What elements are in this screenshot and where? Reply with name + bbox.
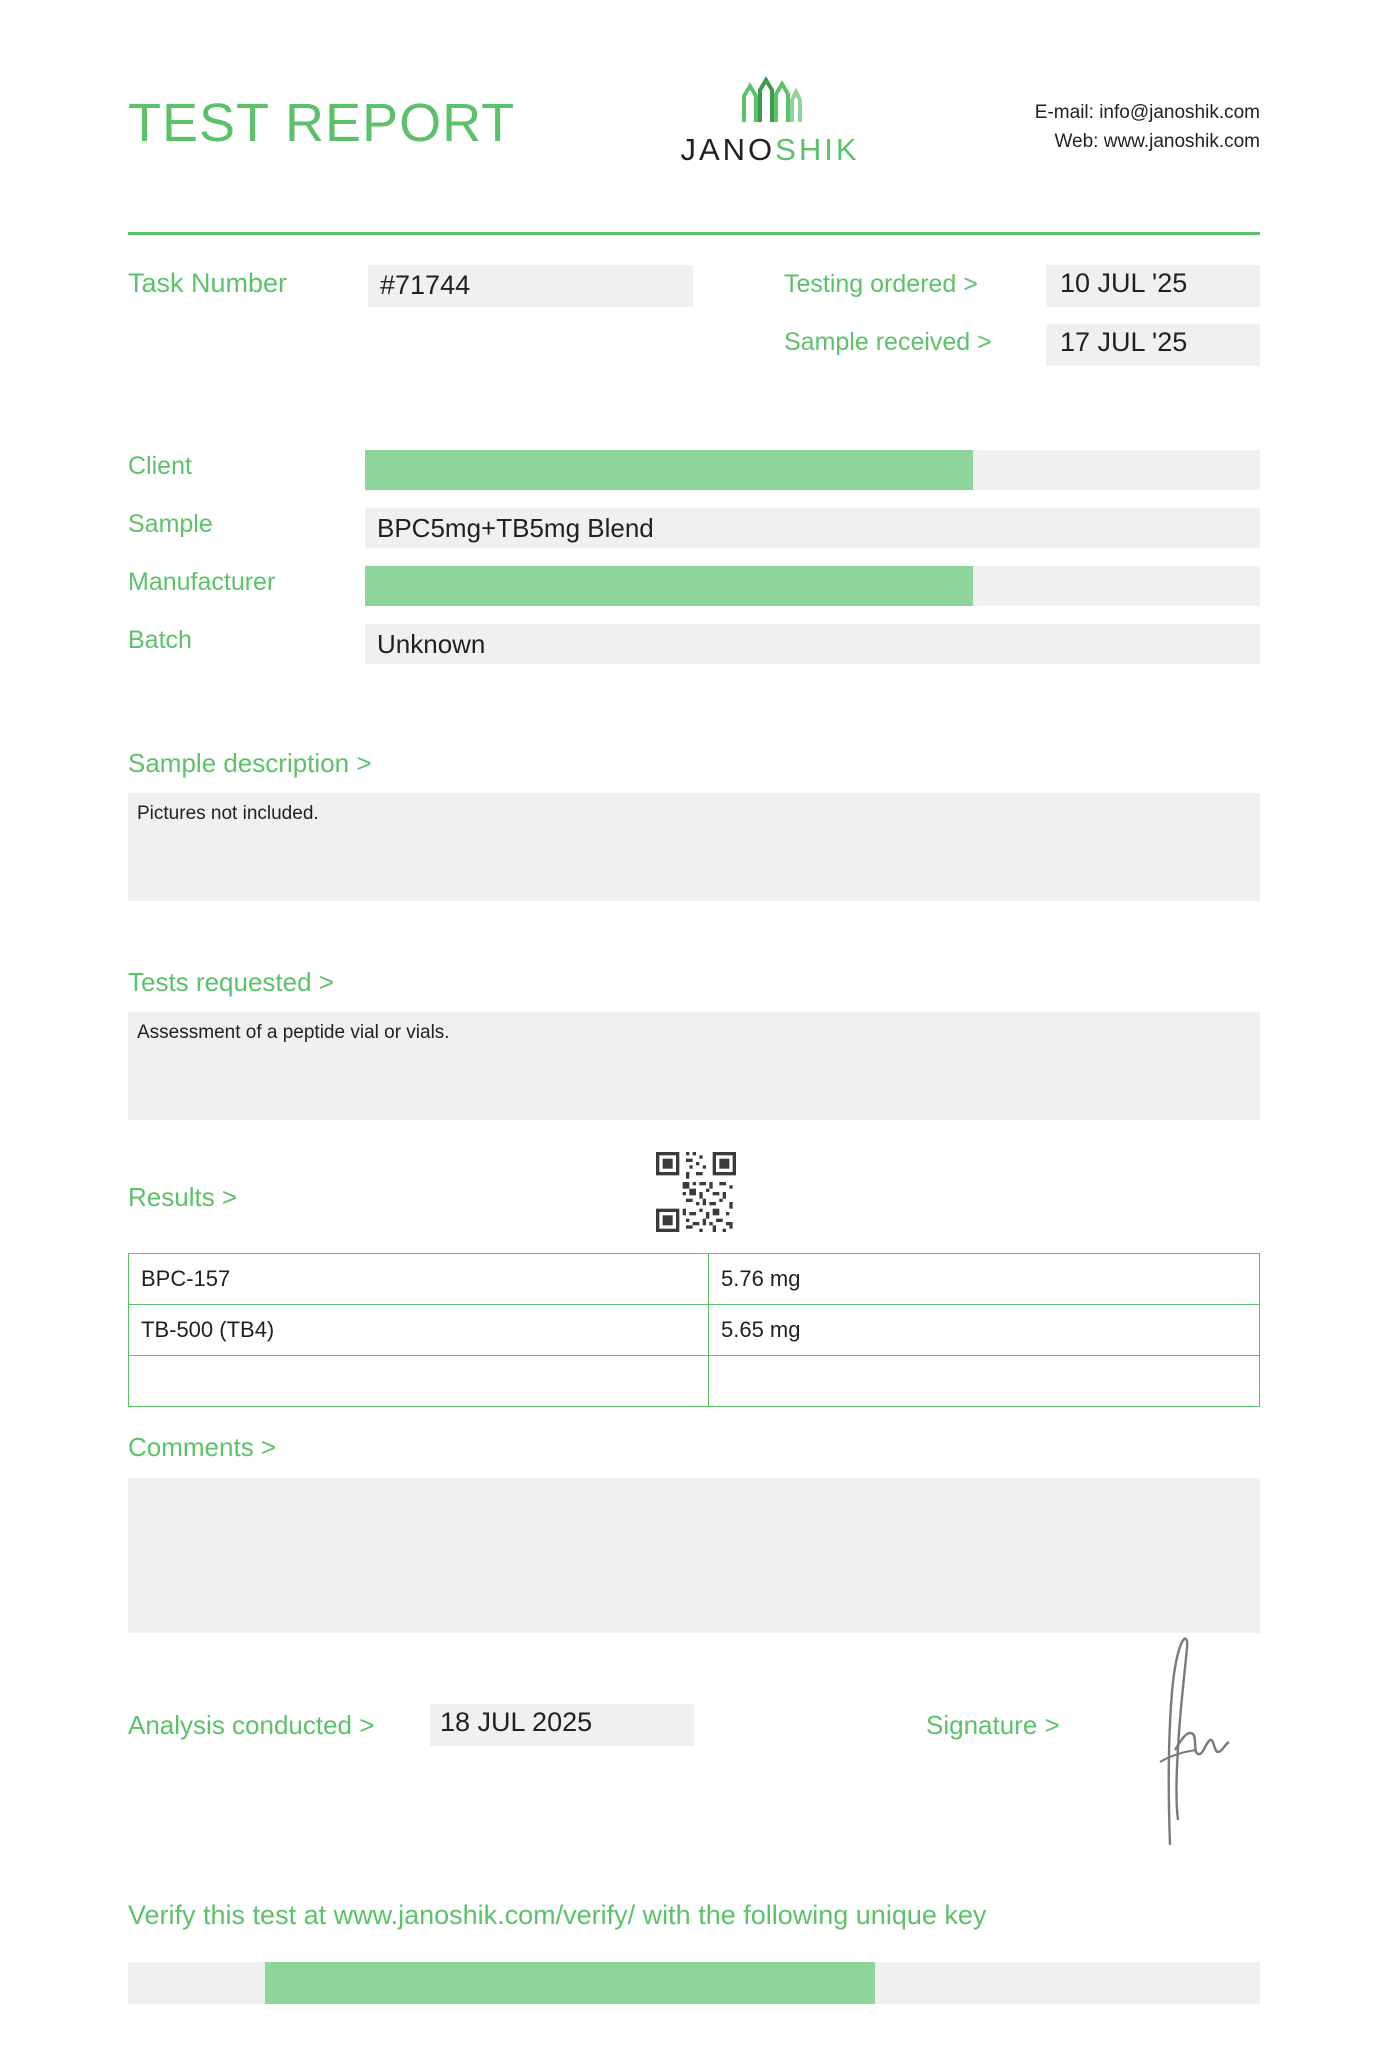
- tests-requested-text: Assessment of a peptide vial or vials.: [137, 1022, 450, 1043]
- result-value: [709, 1356, 1260, 1407]
- sample-description-title: Sample description >: [128, 748, 372, 778]
- verify-instruction: Verify this test at www.janoshik.com/verify/ with the following unique key: [128, 1900, 987, 1930]
- client-label: Client: [128, 452, 192, 480]
- signature-label: Signature >: [926, 1710, 1060, 1740]
- table-row: [129, 1356, 1260, 1407]
- page-title: TEST REPORT: [128, 93, 516, 153]
- sample-description-text: Pictures not included.: [137, 803, 319, 824]
- client-row: [128, 450, 1260, 490]
- comments-title: Comments >: [128, 1432, 277, 1462]
- result-analyte: [129, 1356, 709, 1407]
- sample-label: Sample: [128, 510, 213, 538]
- contact-email: E-mail: info@janoshik.com: [1034, 102, 1260, 123]
- qr-code-icon: [648, 1152, 744, 1232]
- manufacturer-field: [365, 566, 1260, 606]
- sample-row: [128, 508, 1260, 548]
- batch-value: Unknown: [377, 629, 486, 659]
- table-row: [129, 1305, 1260, 1356]
- result-value: 5.76 mg: [709, 1254, 1260, 1305]
- unique-key-redaction: [265, 1962, 875, 2004]
- testing-ordered-label: Testing ordered >: [784, 270, 978, 298]
- batch-row: [128, 624, 1260, 664]
- header-divider: [128, 232, 1260, 235]
- result-analyte: TB-500 (TB4): [129, 1305, 709, 1356]
- result-value: 5.65 mg: [709, 1305, 1260, 1356]
- manufacturer-redaction: [365, 566, 973, 606]
- client-redaction: [365, 450, 973, 490]
- analysis-conducted-label: Analysis conducted >: [128, 1710, 375, 1740]
- client-field: [365, 450, 1260, 490]
- mountain-logo-icon: [620, 70, 920, 130]
- results-table: [128, 1253, 1260, 1407]
- task-number-value: #71744: [380, 270, 471, 300]
- brand-wordmark: [620, 132, 920, 168]
- brand-word-accent: SHIK: [775, 132, 860, 167]
- report-header: [128, 70, 1260, 195]
- results-title: Results >: [128, 1182, 238, 1212]
- sample-description-box: [128, 793, 1260, 901]
- sample-received-label: Sample received >: [784, 328, 992, 356]
- sample-field: [365, 508, 1260, 548]
- manufacturer-row: [128, 566, 1260, 606]
- table-row: [129, 1254, 1260, 1305]
- batch-field: [365, 624, 1260, 664]
- sample-received-value: 17 JUL '25: [1060, 327, 1188, 357]
- batch-label: Batch: [128, 626, 192, 654]
- result-analyte: BPC-157: [129, 1254, 709, 1305]
- tests-requested-box: [128, 1012, 1260, 1120]
- analysis-conducted-date: 18 JUL 2025: [440, 1707, 593, 1737]
- comments-box: [128, 1478, 1260, 1633]
- contact-info: [1035, 98, 1260, 157]
- testing-ordered-value: 10 JUL '25: [1060, 268, 1188, 298]
- signature-icon: [1130, 1630, 1250, 1850]
- contact-web: Web: www.janoshik.com: [1054, 131, 1260, 153]
- sample-value: BPC5mg+TB5mg Blend: [377, 513, 654, 543]
- brand-logo: [620, 70, 920, 168]
- tests-requested-title: Tests requested >: [128, 967, 334, 997]
- task-number-label: Task Number: [128, 268, 288, 298]
- manufacturer-label: Manufacturer: [128, 568, 276, 596]
- brand-word-dark: JANO: [680, 132, 776, 167]
